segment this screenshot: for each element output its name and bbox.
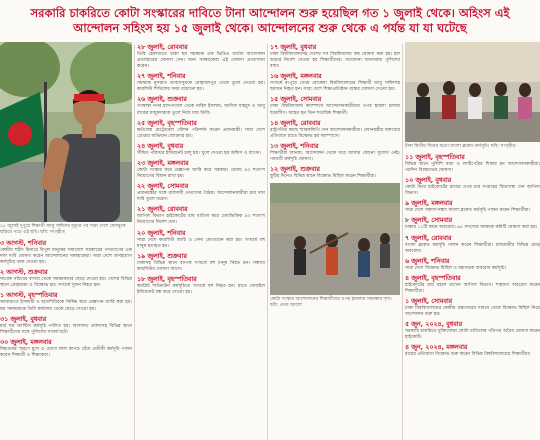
entry-date: ৪ জুলাই, বৃহস্পতিবার [405, 274, 461, 282]
entry-date: ১৩ জুলাই, শনিবার [270, 142, 319, 150]
entry-text: ডিবি হেফাজতে থাকা ছয় সমন্বয়ক এক ভিডিও বার্তায় আন্দোলন প্রত্যাহারের ঘোষণা দেন। অন্য সমন্বয়কেরা এই ঘোষণা প্রত্যাখ্যান করেন। [137, 52, 265, 70]
timeline-entry [137, 252, 265, 273]
entry-date: ১০ জুলাই, বুধবার [405, 177, 452, 185]
timeline-entry [137, 275, 265, 296]
timeline-entry [137, 43, 265, 70]
timeline-entry [405, 274, 540, 295]
entry-text: প্রধানমন্ত্রীর সঙ্গে ব্যবসায়ী নেতাদের বৈঠক। আন্দোলনকারীরা চার দফা দাবি তুলে ধরেন। [137, 191, 265, 203]
entry-text: কোটা নিয়ে হাইকোর্টের রায়ের ওপর চার সপ্তাহের স্থিতাবস্থা দেন আপিল বিভাগ। [405, 185, 540, 197]
entry-date: ১৭ জুলাই, বুধবার [270, 44, 317, 51]
timeline-entry [405, 153, 540, 174]
entry-text: কোটা সংস্কার করে প্রজ্ঞাপন জারি করে সরকার। মেধায় ৯৩ শতাংশ নিয়োগের বিধান রাখা হয়। [137, 167, 265, 180]
entry-date: ১ জুলাই, সোমবার [405, 298, 453, 306]
entry-date: ১৯ জুলাই, শুক্রবার [137, 252, 187, 260]
entry-date: ১২ জুলাই, শুক্রবার [270, 166, 320, 174]
headline [0, 0, 540, 42]
entry-text: সাবেক সচিবের বাসায় থেকে সমন্বয়কদের ছেড়ে দেওয়া হয়। দেশের বিভিন্ন স্থানে দ্রোহযাত্রা ও বিক্ষোভ হয়। সংঘর্ষে দুজন নিহত হন। [0, 277, 132, 289]
entry-date: ২০ জুলাই, শনিবার [137, 229, 186, 237]
entry-text: জামায়াতে ইসলামী ও ছাত্রশিবিরকে নিষিদ্ধ করে প্রজ্ঞাপন জারি করা হয়। ছয় সমন্বয়ককে ডিবি কার্যালয় থেকে ছেড়ে দেওয়া হয়। [0, 300, 132, 312]
entry-text: ঢাকা বিশ্ববিদ্যালয়ের কেন্দ্রীয় গ্রন্থাগারের সামনে থেকে বিক্ষোভ মিছিল নিয়ে আন্দোলন শুরু হয়। [405, 306, 540, 318]
timeline-entry [270, 95, 400, 116]
entry-date: ৪ জুন, ২০২৪, মঙ্গলবার [405, 344, 468, 352]
photo-caption: কোটা সংস্কার আন্দোলনের শিক্ষার্থীদের ওপর হামলার সময়কার দৃশ্য। ছবি: প্রথম আলো [270, 297, 392, 309]
entry-text: কমপ্লিট শাটডাউন কর্মসূচিতে সংঘর্ষে বহু নিহত হন। রাতে মোবাইল ইন্টারনেট বন্ধ করে দেওয়া হয়। [137, 283, 265, 295]
entry-date: ১১ জুলাই, বৃহস্পতিবার [405, 154, 465, 161]
photo-campus-clash [270, 183, 400, 295]
entry-text: কেন্দ্রীয় শহীদ মিনারে বিপুল মানুষের সমাবেশে সরকারের পদত্যাগের এক দফা দাবি ঘোষণা করেন আন্দোলনের সমন্বয়কেরা। সারা দেশে অসহযোগ কর্মসূচির ডাক দেওয়া হয়। [0, 248, 132, 266]
timeline-entry [405, 320, 540, 341]
photo-caption: ১৮ জুলাই দুপুরে শিক্ষার্থী আবু সাঈদের মৃত্যুর পর সারা দেশে ফেসবুকে ছড়িয়ে পড়ে এই ছবি। ছবি: সংগৃহীত [0, 224, 126, 235]
column-2 [137, 42, 265, 440]
entry-text: সমন্বয়ক নুসরাত তাবাসসুমকে মোহাম্মদপুর থেকে তুলে নেওয়া হয়। কারফিউ শিথিলের সময় বাড়ানো হয়। [137, 81, 265, 93]
entry-date: ১৬ জুলাই, মঙ্গলবার [270, 73, 322, 81]
entry-date: ২৭ জুলাই, শনিবার [137, 73, 186, 81]
entry-text: সারা দেশে কারফিউ জারি ও সেনা মোতায়েন করা হয়। সংঘর্ষে বহু মানুষ হতাহত হন। [137, 237, 265, 249]
entry-text: ঢাকা বিশ্ববিদ্যালয় ক্যাম্পাসে আন্দোলনকারীদের ওপর হামলা চালায় ছাত্রলীগ। আহত হন তিন শতাধিক শিক্ষার্থী। [270, 104, 400, 116]
timeline-entry [270, 72, 400, 93]
entry-text: নিহতদের স্মরণে মুখে ও চোখে লাল কাপড় বেঁধে প্রতীকী কর্মসূচি পালন করেন শিক্ষার্থী ও শিক্ষকেরা। [0, 346, 132, 358]
timeline-entry [0, 268, 132, 289]
entry-date: ২৫ জুলাই, বৃহস্পতিবার [137, 119, 197, 127]
timeline-entry [0, 315, 132, 336]
entry-text: বাংলা ব্লকেড কর্মসূচি পালন করেন শিক্ষার্থীরা। রাজধানীর বিভিন্ন মোড় অবরোধ। [405, 242, 540, 254]
timeline-entry [270, 165, 400, 180]
timeline-entry [0, 239, 132, 266]
timeline-entry [405, 234, 540, 255]
protester-photo-illustration [0, 42, 132, 222]
timeline-entry [405, 343, 540, 358]
entry-text: সারা দেশে বিক্ষোভ মিছিল ও মহাসড়ক অবরোধ কর্মসূচি। [405, 265, 507, 271]
entry-date: ১ আগস্ট, বৃহস্পতিবার [0, 292, 58, 300]
entry-text: আপিল বিভাগ হাইকোর্টের রায় বাতিল করে মেধাভিত্তিক ৯৩ শতাংশ নিয়োগের নির্দেশ দেন। [137, 214, 265, 226]
entry-date: ২২ জুলাই, সোমবার [137, 183, 189, 191]
column-divider [402, 44, 403, 440]
entry-text: মার্চ ফর জাস্টিস কর্মসূচি পালিত হয়। আদালত প্রাঙ্গণসহ বিভিন্ন স্থানে শিক্ষার্থীদের সঙ্গে পুলিশের সংঘর্ষ ঘটে। [0, 323, 132, 335]
timeline-entry [0, 338, 132, 359]
timeline-entry [405, 257, 540, 272]
entry-date: ৬ জুলাই, শনিবার [405, 257, 450, 265]
entry-text: সীমিত পরিসরে ইন্টারনেট চালু হয়। খুলে দেওয়া হয় অফিস ও ব্যাংক। [137, 150, 261, 156]
column-3 [270, 42, 400, 440]
entry-text: ঢাকাসহ বিভিন্ন স্থানে ব্যাপক সংঘর্ষে বহু মানুষ নিহত হন। সন্ধ্যায় কারফিউর ঘোষণা আসে। [137, 260, 265, 272]
entry-date: ৩১ জুলাই, বুধবার [0, 315, 47, 323]
timeline-entry [270, 43, 400, 70]
entry-date: ২৩ জুলাই, মঙ্গলবার [137, 159, 189, 167]
timeline-entry [137, 229, 265, 250]
timeline-entry [270, 142, 400, 163]
entry-text: হাইকোর্টের রায় বহাল রাখেন আপিল বিভাগ। শাহবাগ অবরোধ করেন শিক্ষার্থীরা। [405, 282, 540, 294]
timeline-entry [137, 205, 265, 226]
timeline-entry [137, 182, 265, 203]
timeline-entry [405, 216, 540, 231]
timeline-entry [270, 119, 400, 140]
headline-line-1: সরকারি চাকরিতে কোটা সংস্কারের দাবিতে টানা আন্দোলন শুরু হয়েছিল গত ১ জুলাই থেকে। অহিংস এই [30, 6, 510, 20]
column-1 [0, 42, 132, 361]
timeline-entry [137, 72, 265, 93]
timeline-entry [405, 199, 540, 214]
timeline-entry [0, 291, 132, 312]
entry-date: ২৪ জুলাই, বুধবার [137, 142, 184, 150]
entry-date: ২৮ জুলাই, রোববার [137, 44, 188, 51]
entry-date: ৩০ জুলাই, মঙ্গলবার [0, 338, 52, 346]
column-divider [267, 44, 268, 440]
entry-date: ১৪ জুলাই, রোববার [270, 119, 321, 127]
column-divider [134, 44, 135, 440]
entry-date: ২৬ জুলাই, শুক্রবার [137, 96, 187, 104]
entry-text: ঢাকা বিশ্ববিদ্যালয়সহ দেশের সব বিশ্ববিদ্যালয় বন্ধ ঘোষণা করা হয়। হল ছাড়ার নির্দেশ দেওয়া হয় শিক্ষার্থীদের। গায়েবানা জানাজায় পুলিশের বাধা। [270, 52, 400, 70]
timeline-entry [137, 119, 265, 140]
entry-date: ৯ জুলাই, মঙ্গলবার [405, 200, 453, 208]
timeline-entry [137, 95, 265, 116]
entry-date: ২ আগস্ট, শুক্রবার [0, 269, 48, 277]
entry-text: গণস্বাস্থ্য নগর হাসপাতাল থেকে নাহিদ ইসলাম, আসিফ মাহমুদ ও আবু বাকের মজুমদারকে তুলে নিয়ে যায় ডিবি। [137, 104, 265, 116]
headline-line-2: আন্দোলন সহিংস হয় ১৫ জুলাই থেকে। আন্দোলনের শুরু থেকে এ পর্যন্ত যা যা ঘটেছে [73, 21, 467, 35]
entry-text: ছুটির দিনেও বিভিন্ন স্থানে বিক্ষোভ মিছিল করেন শিক্ষার্থীরা। [270, 174, 377, 180]
entry-text: শিক্ষার্থীরা জানায়, আন্দোলন থেকে সরে আসার কোনো সুযোগ নেই। পরবর্তী কর্মসূচি ঘোষণা। [270, 150, 400, 162]
entry-text: সরকারি চাকরিতে মুক্তিযোদ্ধা কোটা বাতিলের পরিপত্র অবৈধ ঘোষণা করেন হাইকোর্ট। [405, 329, 540, 341]
photo-caption: টানা দ্বিতীয় দিনের মতো বাংলা ব্লকেড কর্মসূচি। ছবি: সংগৃহীত [405, 144, 516, 149]
photo-protester-flag [0, 42, 132, 222]
entry-date: ৮ জুলাই, সোমবার [405, 217, 453, 225]
entry-text: সারা দেশে সকাল-সন্ধ্যা বাংলা ব্লকেড কর্মসূচি পালন করেন শিক্ষার্থীরা। [405, 208, 531, 214]
timeline-entry [405, 176, 540, 197]
clash-photo-illustration [270, 183, 400, 295]
entry-date: ১৫ জুলাই, সোমবার [270, 96, 322, 104]
entry-text: ক্ষতিগ্রস্ত মেট্রোরেল স্টেশন পরিদর্শন করেন প্রধানমন্ত্রী। সারা দেশে গ্রেপ্তার অভিযান জোরদার হয়। [137, 127, 265, 139]
timeline-entry [405, 297, 540, 318]
entry-text: রাষ্ট্রপতির কাছে স্মারকলিপি দেন আন্দোলনকারীরা। প্রধানমন্ত্রীর বক্তব্যের প্রতিবাদে রাতে বিক্ষোভ হয় ক্যাম্পাসে। [270, 127, 400, 139]
column-4 [405, 42, 540, 440]
photo-students-seated [405, 42, 540, 142]
entry-date: ১৮ জুলাই, বৃহস্পতিবার [137, 275, 197, 283]
entry-text: বিভিন্ন স্থানে পুলিশি বাধা ও লাঠিপেটার শিকার হন আন্দোলনকারীরা। পরদিন বিক্ষোভের ঘোষণা। [405, 162, 540, 174]
timeline-entry [137, 142, 265, 157]
entry-text: ঢাকার ১১টি স্থানে অবরোধ। ৬৫ সদস্যের সমন্বয়ক কমিটি ঘোষণা করা হয়। [405, 225, 538, 231]
entry-date: ৭ জুলাই, রোববার [405, 234, 452, 242]
students-photo-illustration [405, 42, 540, 142]
entry-date: ৩ আগস্ট, শনিবার [0, 240, 47, 247]
entry-text: সংঘর্ষে রংপুরে বেগম রোকেয়া বিশ্ববিদ্যালয়ের শিক্ষার্থী আবু সাঈদসহ ছয়জন নিহত হন। সারা দেশে শিক্ষাপ্রতিষ্ঠান বন্ধের ঘোষণা দেওয়া হয়। [270, 81, 400, 93]
timeline-entry [137, 159, 265, 180]
entry-text: রায়ের প্রতিবাদে বিক্ষোভ শুরু করেন বিভিন্ন বিশ্ববিদ্যালয়ের শিক্ষার্থীরা। [405, 352, 531, 358]
entry-date: ৫ জুন, ২০২৪, বুধবার [405, 321, 463, 329]
entry-date: ২১ জুলাই, রোববার [137, 206, 188, 214]
